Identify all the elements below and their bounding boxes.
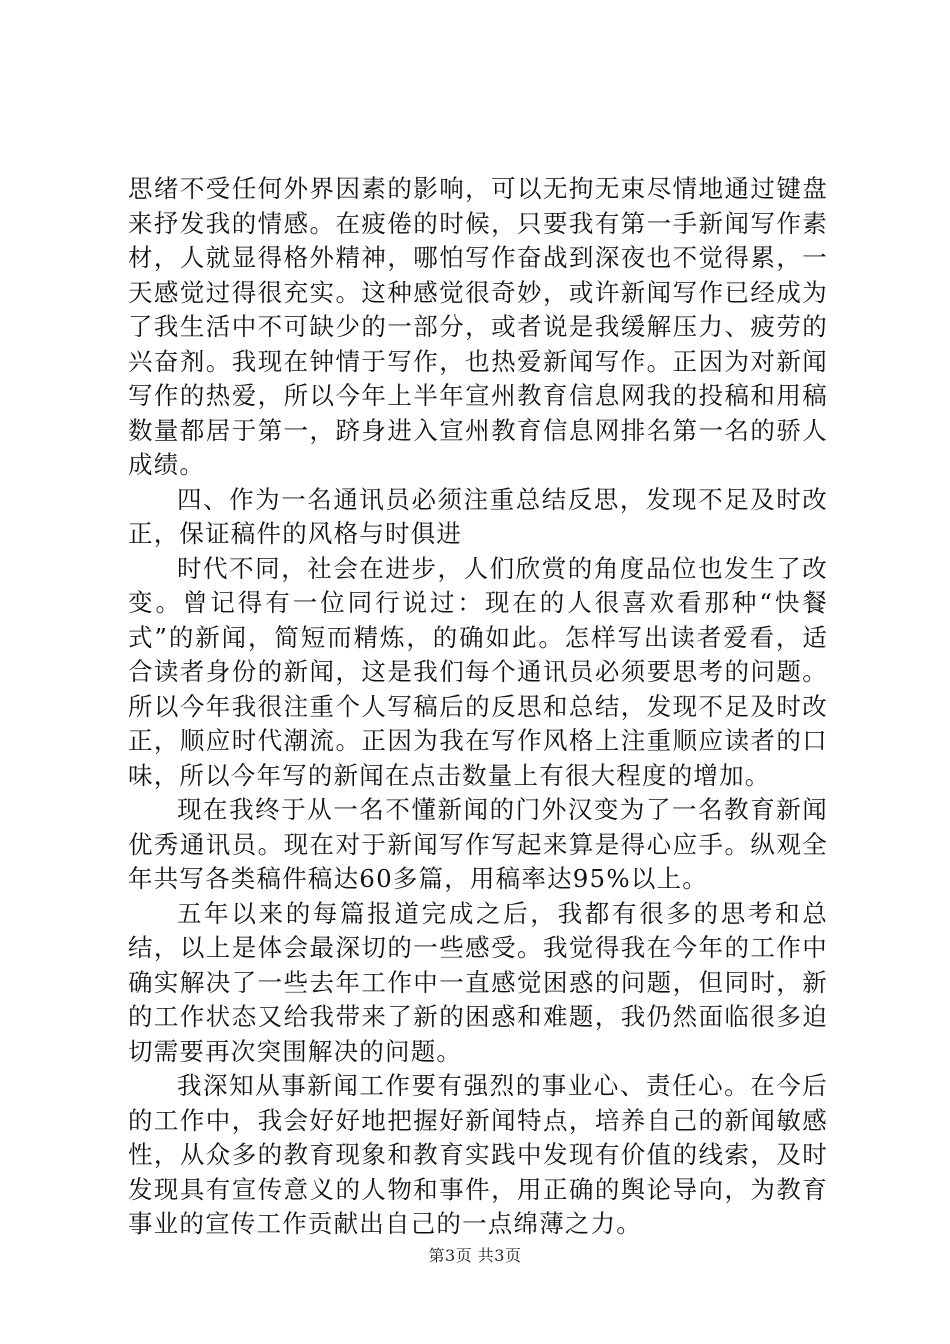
section-heading-4: 四、作为一名通讯员必须注重总结反思，发现不足及时改正，保证稿件的风格与时俱进 [128, 484, 828, 548]
body-text [128, 172, 828, 1242]
paragraph-commitment: 我深知从事新闻工作要有强烈的事业心、责任心。在今后的工作中，我会好好地把握好新闻特点，培养自己的新闻敏感性，从众多的教育现象和教育实践中发现有价值的线索，及时发现具有宣传意义的人物和事件，用正确的舆论导向，为教育事业的宣传工作贡献出自己的一点绵薄之力。 [128, 1071, 828, 1238]
paragraph-continuation: 思绪不受任何外界因素的影响，可以无拘无束尽情地通过键盘来抒发我的情感。在疲倦的时候，只要我有第一手新闻写作素材，人就显得格外精神，哪怕写作奋战到深夜也不觉得累，一天感觉过得很充实。这种感觉很奇妙，或许新闻写作已经成为了我生活中不可缺少的一部分，或者说是我缓解压力、疲劳的兴奋剂。我现在钟情于写作，也热爱新闻写作。正因为对新闻写作的热爱，所以今年上半年宣州教育信息网我的投稿和用稿数量都居于第一，跻身进入宣州教育信息网排名第一名的骄人成绩。 [128, 174, 828, 479]
page-number-footer: 第3页 共3页 [428, 1246, 522, 1265]
paragraph-achievement: 现在我终于从一名不懂新闻的门外汉变为了一名教育新闻优秀通讯员。现在对于新闻写作写起来算是得心应手。纵观全年共写各类稿件稿达60多篇，用稿率达95%以上。 [128, 795, 828, 893]
paragraph-style-change: 时代不同，社会在进步，人们欣赏的角度品位也发生了改变。曾记得有一位同行说过：现在的人很喜欢看那种“快餐式”的新闻，简短而精炼，的确如此。怎样写出读者爱看，适合读者身份的新闻，这是我们每个通讯员必须要思考的问题。所以今年我很注重个人写稿后的反思和总结，发现不足及时改正，顺应时代潮流。正因为我在写作风格上注重顺应读者的口味，所以今年写的新闻在点击数量上有很大程度的增加。 [128, 553, 828, 790]
paragraph-reflection: 五年以来的每篇报道完成之后，我都有很多的思考和总结，以上是体会最深切的一些感受。我觉得我在今年的工作中确实解决了一些去年工作中一直感觉困惑的问题，但同时，新的工作状态又给我带来了新的困惑和难题，我仍然面临很多迫切需要再次突围解决的问题。 [128, 898, 828, 1066]
